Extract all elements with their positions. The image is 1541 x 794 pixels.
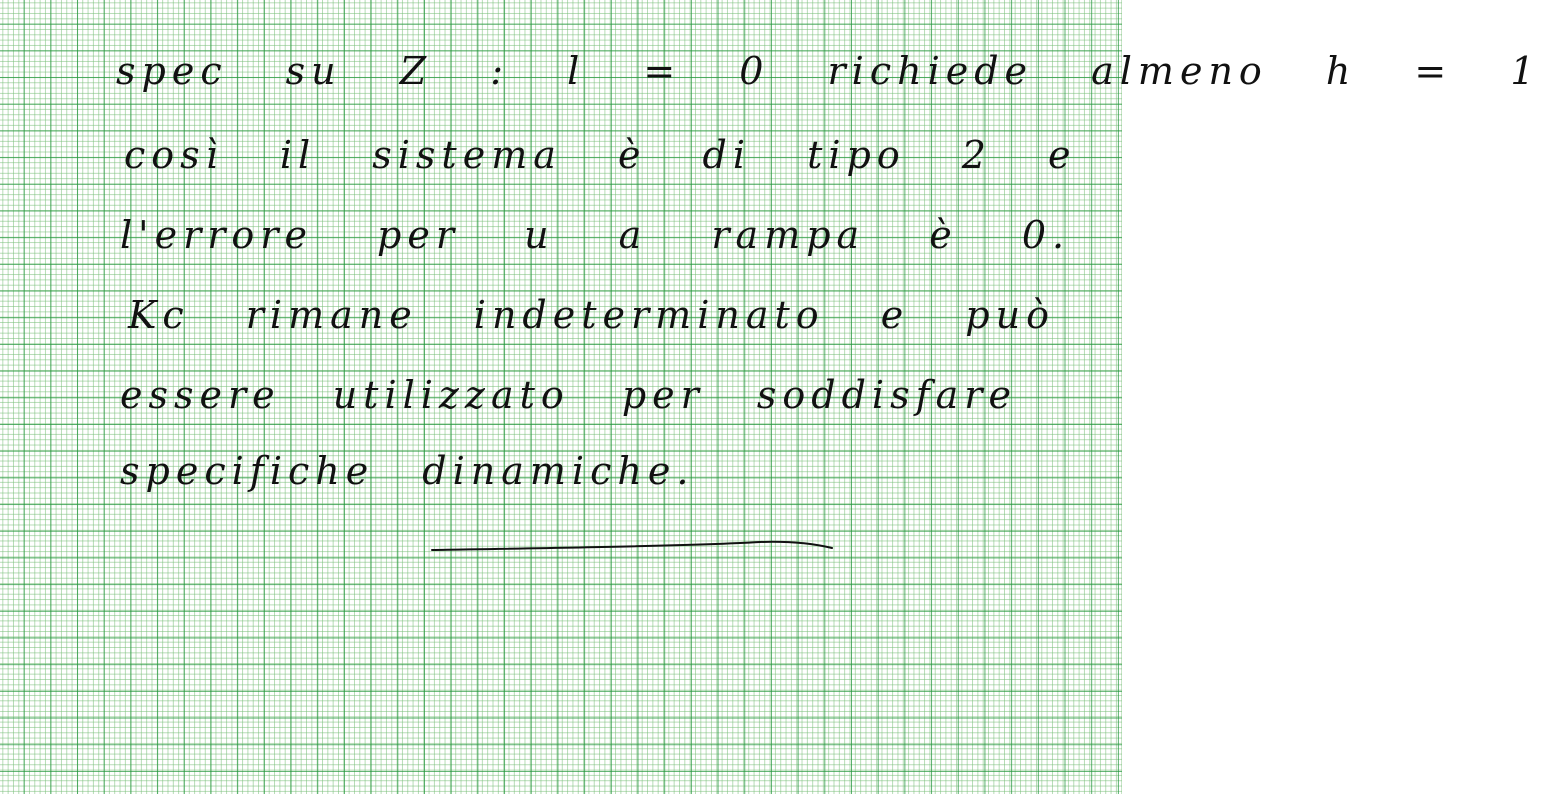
handwritten-line-4: Kc rimane indeterminato e può (128, 293, 1055, 337)
handwritten-line-2: così il sistema è di tipo 2 e (124, 133, 1077, 177)
handwritten-line-5: essere utilizzato per soddisfare (120, 373, 1017, 417)
handwritten-line-1: spec su Z : l = 0 richiede almeno h = 1 (116, 49, 1541, 93)
handwritten-line-3: l'errore per u a rampa è 0. (120, 213, 1071, 257)
closing-rule-stroke (430, 536, 840, 560)
handwritten-line-6: specifiche dinamiche. (120, 449, 695, 493)
